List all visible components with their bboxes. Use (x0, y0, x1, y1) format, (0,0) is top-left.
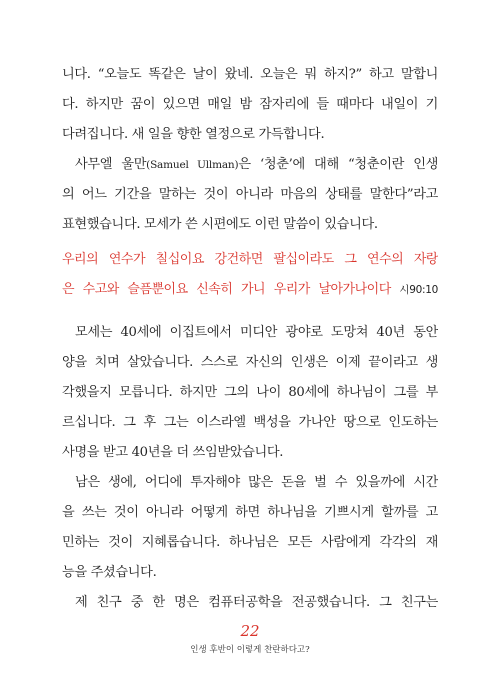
paragraph-2 (62, 150, 438, 240)
paragraph-line: 다려집니다. 새 일을 향한 열정으로 가득합니다. (62, 127, 325, 142)
paragraph-4 (62, 468, 438, 588)
page-number: 22 (240, 622, 260, 640)
paragraph-3 (62, 318, 438, 468)
paragraph-line: 니다. “오늘도 똑같은 날이 왔네. 오늘은 뭐 하지?” 하고 말합니 (62, 67, 438, 82)
paragraph-line: 각했을지 모릅니다. 하지만 그의 나이 80세에 하나님이 그를 부 (62, 385, 438, 400)
paragraph-line: 을 쓰는 것이 아니라 어떻게 하면 하나님을 기쁘시게 할까를 고 (62, 505, 438, 520)
running-title: 인생 후반이 이렇게 찬란하다고? (190, 645, 310, 655)
quote-line (62, 275, 438, 305)
latin-name: (Samuel Ullman) (146, 159, 239, 171)
paragraph-5 (62, 588, 438, 618)
paragraph-line: 표현했습니다. 모세가 쓴 시편에도 이런 말씀이 있습니다. (62, 217, 378, 232)
paragraph-line: 르십니다. 그 후 그는 이스라엘 백성을 가나안 땅으로 인도하는 (62, 415, 438, 430)
scripture-reference: 시90:10 (399, 284, 438, 296)
paragraph-line: 사명을 받고 40년을 더 쓰임받았습니다. (62, 445, 284, 460)
paragraph-line: 남은 생에, 어디에 투자해야 많은 돈을 벌 수 있을까에 시간 (75, 475, 438, 490)
quote-text: 은 수고와 슬픔뿐이요 신속히 가니 우리가 날아가나이다 (62, 282, 391, 297)
paragraph-line: 양을 치며 살았습니다. 스스로 자신의 인생은 이제 끝이라고 생 (62, 355, 438, 370)
quote-line: 우리의 연수가 칠십이요 강건하면 팔십이라도 그 연수의 자랑 (62, 252, 438, 267)
text-span: 은 ‘청춘’에 대해 “청춘이란 인생 (238, 157, 438, 172)
paragraph-line (62, 150, 438, 180)
paragraph-line: 능을 주셨습니다. (62, 565, 157, 580)
paragraph-line: 의 어느 기간을 말하는 것이 아니라 마음의 상태를 말한다”라고 (62, 187, 438, 202)
paragraph-line: 민하는 것이 지혜롭습니다. 하나님은 모든 사람에게 각각의 재 (62, 535, 438, 550)
scripture-quote (62, 245, 438, 305)
text-span: 사무엘 울만 (75, 157, 147, 172)
paragraph-1 (62, 60, 438, 150)
paragraph-line: 모세는 40세에 이집트에서 미디안 광야로 도망쳐 40년 동안 (75, 325, 438, 340)
paragraph-line: 제 친구 중 한 명은 컴퓨터공학을 전공했습니다. 그 친구는 (75, 595, 438, 610)
paragraph-line: 다. 하지만 꿈이 있으면 매일 밤 잠자리에 들 때마다 내일이 기 (62, 97, 438, 112)
